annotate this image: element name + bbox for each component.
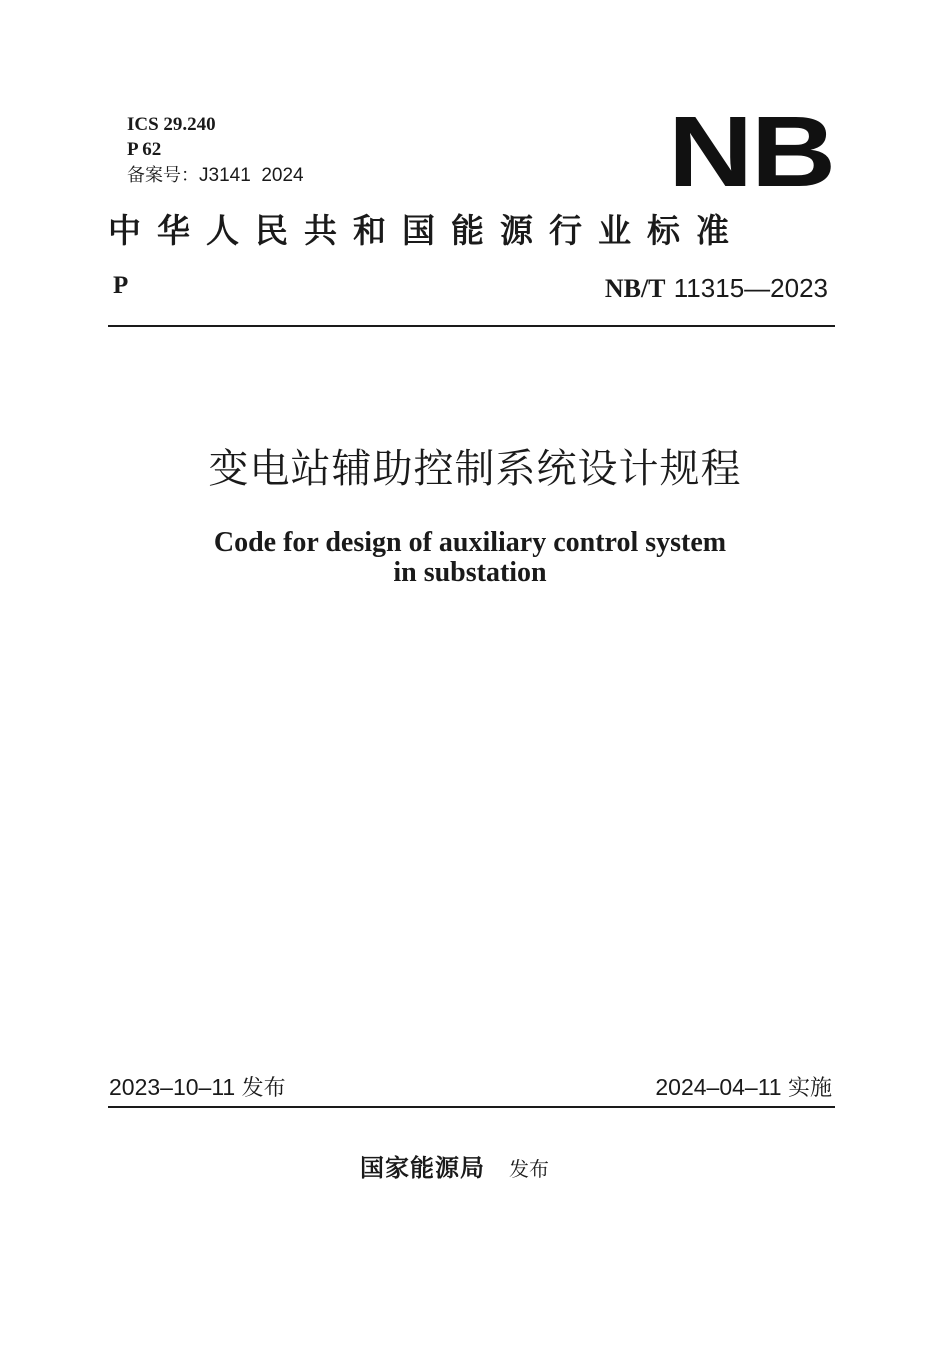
publisher (360, 1148, 549, 1183)
standard-code: 11315—2023 (673, 273, 828, 303)
publisher-name: 国家能源局 (360, 1153, 485, 1182)
title-chinese: 变电站辅助控制系统设计规程 (208, 446, 742, 492)
publisher-action: 发布 (509, 1157, 549, 1181)
footer-divider (108, 1106, 835, 1108)
title-english (0, 528, 940, 588)
standard-prefix: NB/T (604, 274, 666, 303)
record-label: 备案号： (127, 165, 199, 186)
record-number (127, 163, 304, 188)
issue-date (109, 1072, 286, 1104)
ccs-code: P 62 (127, 139, 162, 160)
issue-date-value: 2023–10–11 (109, 1074, 236, 1100)
title-english-line1: Code for design of auxiliary control system (213, 527, 727, 558)
header-divider (108, 325, 835, 327)
ics-code: ICS 29.240 (127, 114, 216, 135)
implement-date (655, 1072, 832, 1104)
record-value: J3141 2024 (199, 165, 304, 186)
title-english-line2: in substation (393, 557, 547, 588)
issue-date-label: 发布 (241, 1076, 286, 1101)
implement-date-value: 2024–04–11 (655, 1074, 782, 1100)
standard-number (605, 272, 828, 305)
implement-date-label: 实施 (787, 1076, 832, 1101)
issuer-line: 中华人民共和国能源行业标准 (108, 211, 745, 250)
classification-letter: P (113, 272, 129, 299)
nb-logo: NB (668, 96, 834, 208)
